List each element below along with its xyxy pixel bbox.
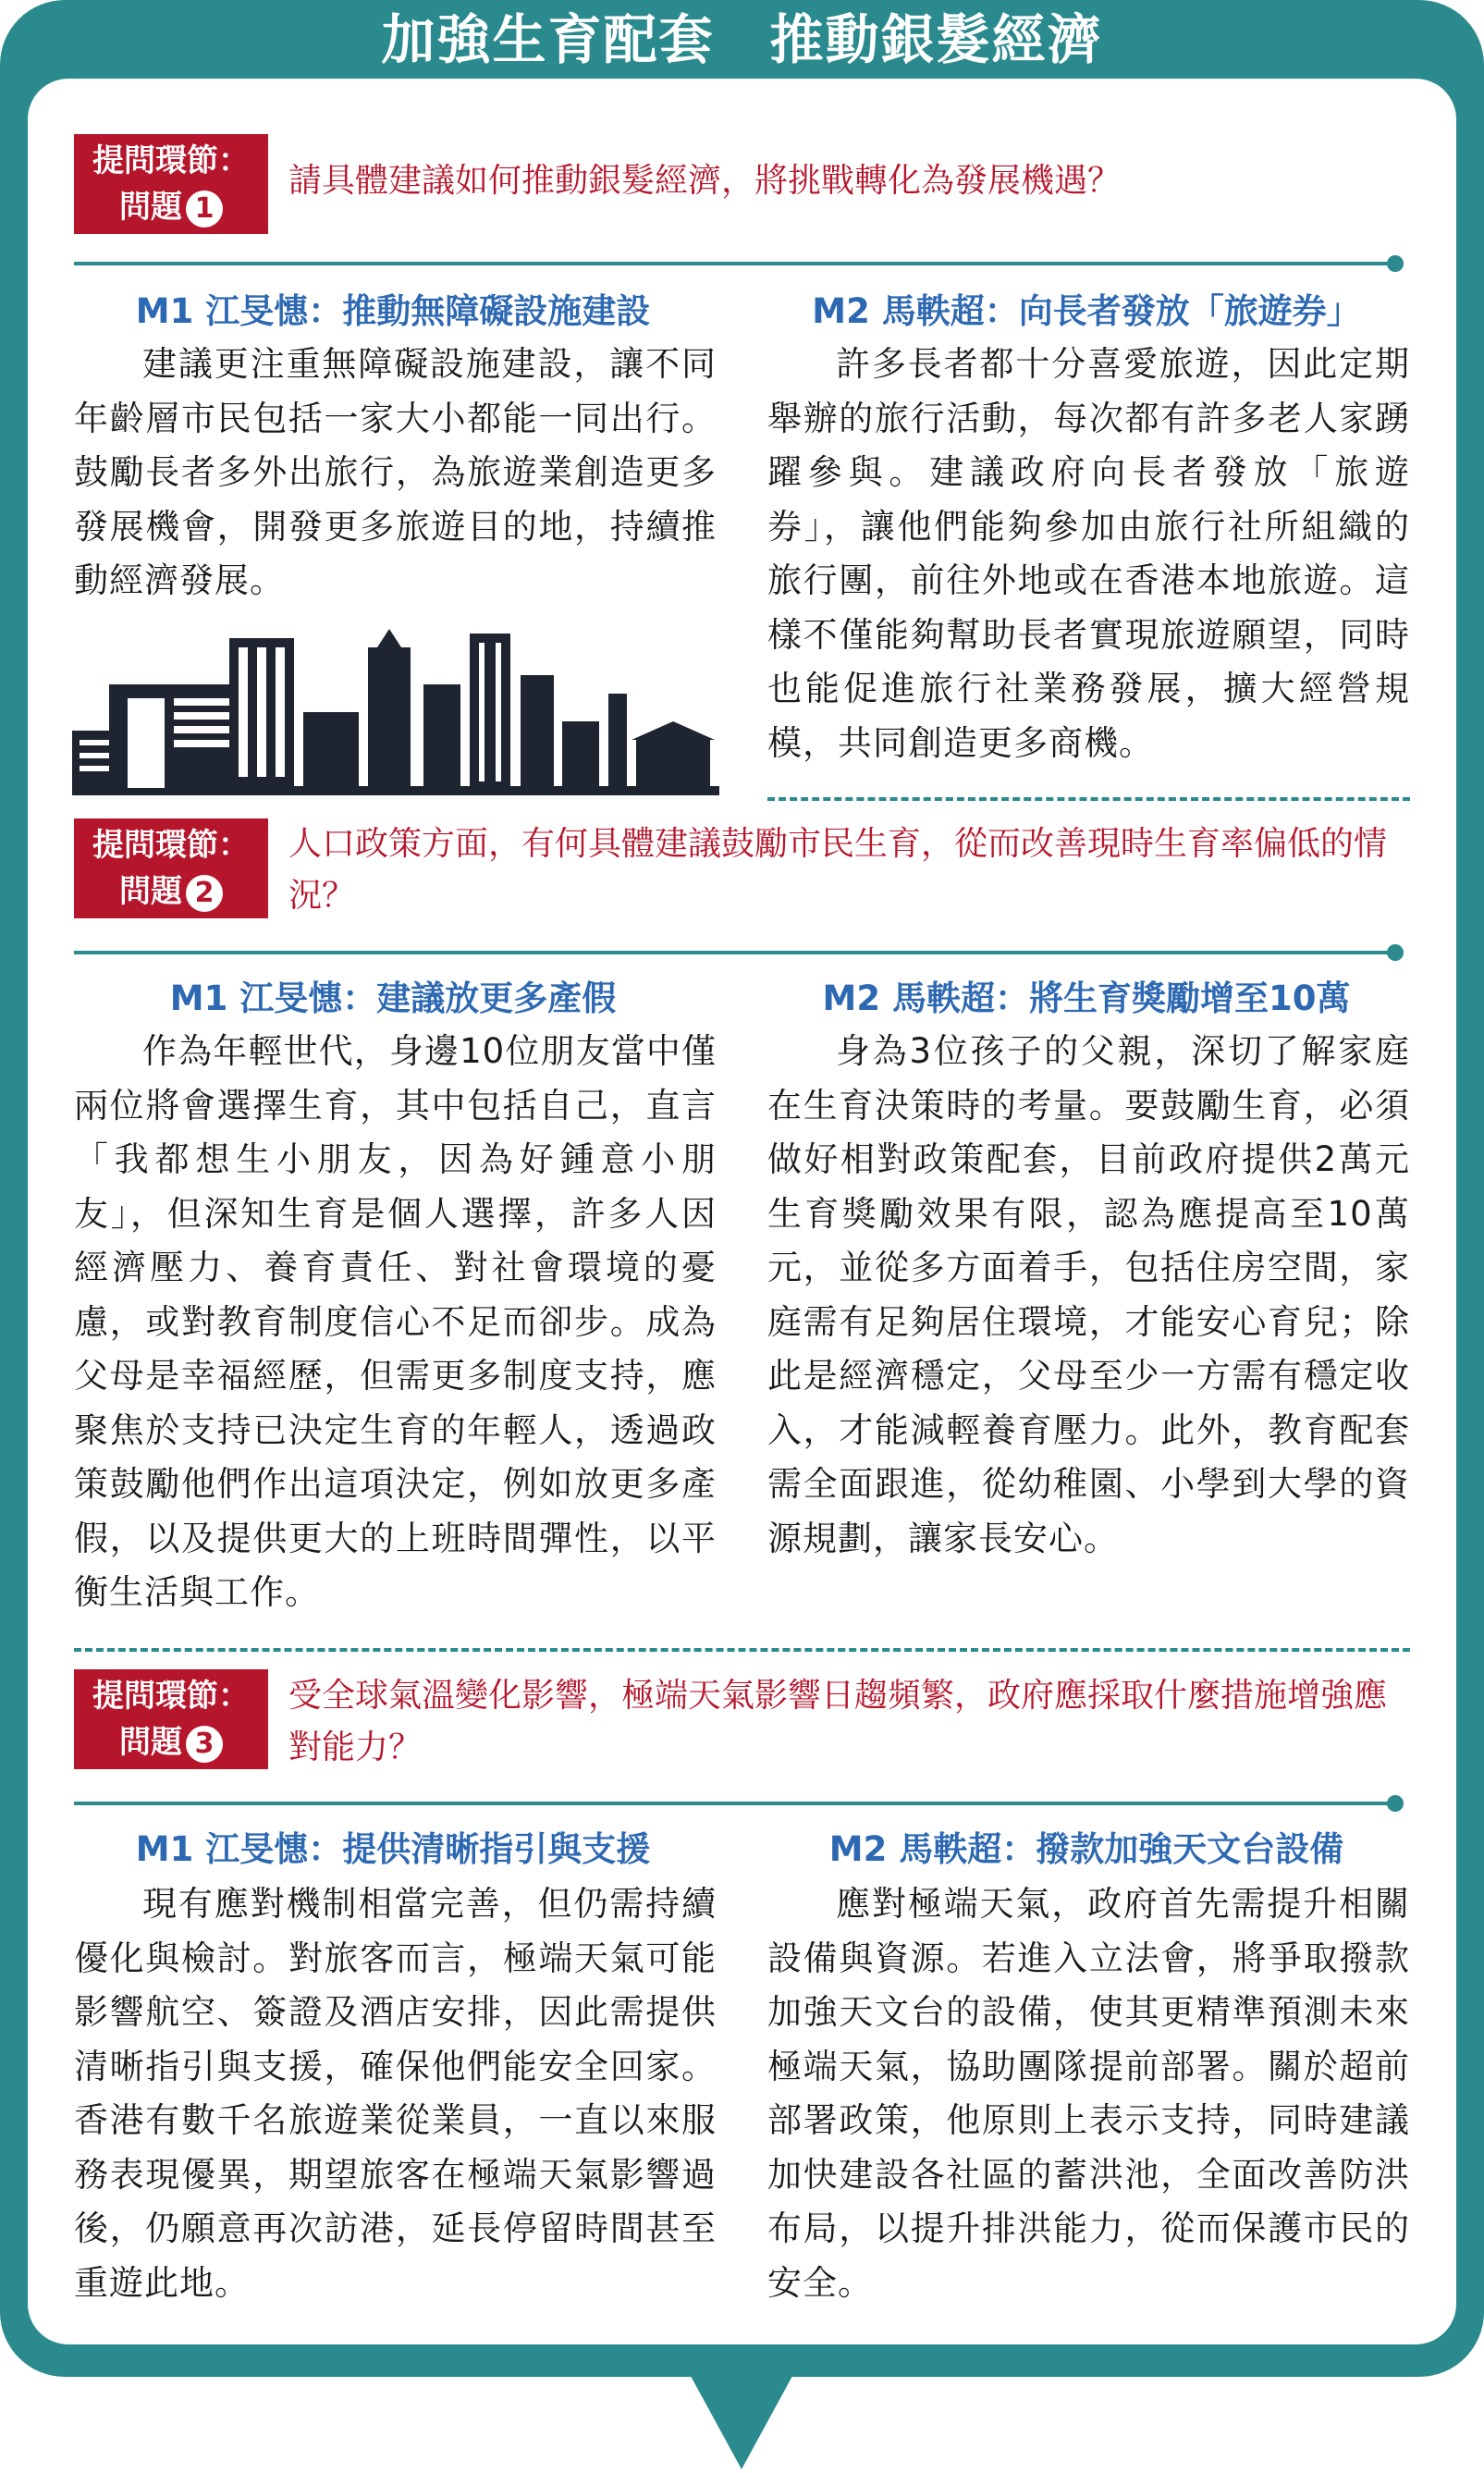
m2-answer-3: 應對極端天氣，政府首先需提升相關設備與資源。若進入立法會，將爭取撥款加強天文台的設備，使其更精準預測未來極端天氣，協助團隊提前部署。關於超前部署政策，他原則上表示支持，同時建議加快建設各社區的蓄洪池，全面改善防洪布局，以提升排洪能力，從而保護市民的安全。: [767, 1884, 1410, 2303]
section-divider: [74, 262, 1396, 265]
question-number: 3: [186, 1726, 223, 1763]
m2-heading-2: M2 馬軼超：將生育獎勵增至10萬: [822, 978, 1351, 1018]
m1-heading-3: M1 江旻憓：提供清晰指引與支援: [135, 1829, 651, 1869]
question-number: 1: [186, 191, 223, 228]
m2-heading-1: M2 馬軼超：向長者發放「旅遊券」: [812, 291, 1361, 331]
question-number: 2: [186, 875, 223, 912]
question-badge-label: 提問環節：: [92, 142, 250, 179]
question-badge-2: [74, 818, 268, 918]
section-divider: [74, 1802, 1396, 1805]
question-badge-label: 提問環節：: [92, 827, 250, 864]
question-badge-1: [74, 134, 268, 234]
question-1-text: 請具體建議如何推動銀髮經濟，將挑戰轉化為發展機遇？: [288, 162, 1122, 200]
question-badge-label: 提問環節：: [92, 1678, 250, 1715]
dashed-divider: [767, 797, 1410, 801]
m1-heading-2: M1 江旻憓：建議放更多產假: [169, 978, 617, 1018]
m2-answer-1: 許多長者都十分喜愛旅遊，因此定期舉辦的旅行活動，每次都有許多老人家踴躍參與。建議政府向長者發放「旅遊券」，讓他們能夠參加由旅行社所組織的旅行團，前往外地或在香港本地旅遊。這樣不僅能夠幫助長者實現旅遊願望，同時也能促進旅行社業務發展，擴大經營規模，共同創造更多商機。: [767, 344, 1410, 763]
m1-answer-1: 建議更注重無障礙設施建設，讓不同年齡層市民包括一家大小都能一同出行。鼓勵長者多外出旅行，為旅遊業創造更多發展機會，開發更多旅遊目的地，持續推動經濟發展。: [74, 344, 717, 600]
m2-answer-2: 身為3位孩子的父親，深切了解家庭在生育決策時的考量。要鼓勵生育，必須做好相對政策配套，目前政府提供2萬元生育獎勵效果有限，認為應提高至10萬元，並從多方面着手，包括住房空間，家庭需有足夠居住環境，才能安心育兒；除此是經濟穩定，父母至少一方需有穩定收入，才能減輕養育壓力。此外，教育配套需全面跟進，從幼稚園、小學到大學的資源規劃，讓家長安心。: [767, 1031, 1410, 1558]
frame-pointer: [686, 2368, 797, 2469]
question-2-text: 人口政策方面，有何具體建議鼓勵市民生育，從而改善現時生育率偏低的情況？: [288, 825, 1388, 915]
question-badge-word: 問題: [119, 189, 182, 226]
section-divider: [74, 951, 1396, 954]
dashed-divider: [74, 1648, 1410, 1652]
m1-heading-1: M1 江旻憓：推動無障礙設施建設: [135, 291, 651, 331]
m2-heading-3: M2 馬軼超：撥款加強天文台設備: [828, 1829, 1344, 1869]
question-3-text: 受全球氣溫變化影響，極端天氣影響日趨頻繁，政府應採取什麼措施增強應對能力？: [288, 1677, 1388, 1766]
m1-answer-3: 現有應對機制相當完善，但仍需持續優化與檢討。對旅客而言，極端天氣可能影響航空、簽證及酒店安排，因此需提供清晰指引與支援，確保他們能安全回家。香港有數千名旅遊業從業員，一直以來服務表現優異，期望旅客在極端天氣影響過後，仍願意再次訪港，延長停留時間甚至重遊此地。: [74, 1884, 717, 2303]
m1-answer-2: 作為年輕世代，身邊10位朋友當中僅兩位將會選擇生育，其中包括自己，直言「我都想生小朋友，因為好鍾意小朋友」，但深知生育是個人選擇，許多人因經濟壓力、養育責任、對社會環境的憂慮，或對教育制度信心不足而卻步。成為父母是幸福經歷，但需更多制度支持，應聚焦於支持已決定生育的年輕人，透過政策鼓勵他們作出這項決定，例如放更多產假，以及提供更大的上班時間彈性，以平衡生活與工作。: [74, 1031, 717, 1612]
page-title: 加強生育配套 推動銀髮經濟: [381, 8, 1103, 71]
skyline-illustration: [72, 629, 719, 795]
question-badge-word: 問題: [119, 1724, 182, 1761]
question-badge-3: [74, 1669, 268, 1769]
question-badge-word: 問題: [119, 873, 182, 910]
